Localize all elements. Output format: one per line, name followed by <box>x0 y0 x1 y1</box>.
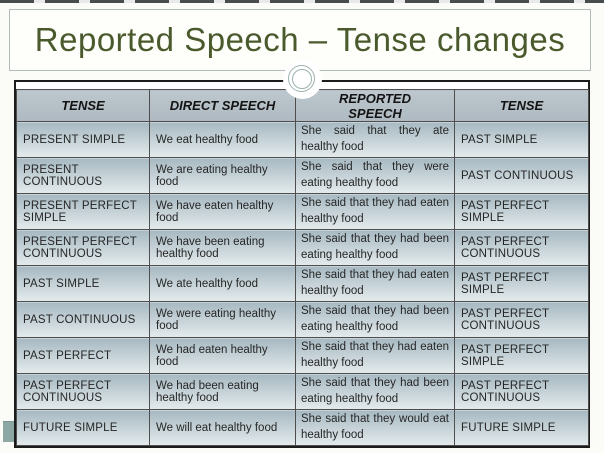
tense-table-container <box>14 80 590 448</box>
tense-cell: PAST SIMPLE <box>17 266 150 302</box>
reported-speech-cell: She said that they had eaten healthy food <box>296 266 455 302</box>
header-cell-tense: TENSE <box>17 90 150 122</box>
table-row <box>17 266 589 302</box>
reported-speech-cell: She said that they would eat healthy food <box>296 410 455 446</box>
direct-speech-cell: We eat healthy food <box>150 122 296 158</box>
reported-speech-cell: She said that they had eaten healthy food <box>296 194 455 230</box>
slide-title: Reported Speech – Tense changes <box>34 21 566 58</box>
slide-top-edge-strip <box>0 0 604 3</box>
header-cell-result-tense: TENSE <box>455 90 589 122</box>
circle-ornament-icon <box>288 65 315 92</box>
tense-cell: PRESENT PERFECT CONTINUOUS <box>17 230 150 266</box>
tense-cell: PAST PERFECT <box>17 338 150 374</box>
table-row <box>17 230 589 266</box>
tense-table <box>16 89 589 446</box>
tense-cell: PAST PERFECT CONTINUOUS <box>17 374 150 410</box>
table-row <box>17 194 589 230</box>
reported-speech-cell: She said that they had been eating healthy food <box>296 302 455 338</box>
reported-speech-cell: She said that they ate healthy food <box>296 122 455 158</box>
result-tense-cell: PAST PERFECT CONTINUOUS <box>455 230 589 266</box>
reported-speech-cell: She said that they were eating healthy food <box>296 158 455 194</box>
tense-cell: FUTURE SIMPLE <box>17 410 150 446</box>
tense-cell: PRESENT PERFECT SIMPLE <box>17 194 150 230</box>
result-tense-cell: FUTURE SIMPLE <box>455 410 589 446</box>
direct-speech-cell: We had been eating healthy food <box>150 374 296 410</box>
header-cell-direct-speech: DIRECT SPEECH <box>150 90 296 122</box>
result-tense-cell: PAST PERFECT CONTINUOUS <box>455 374 589 410</box>
table-row <box>17 302 589 338</box>
direct-speech-cell: We ate healthy food <box>150 266 296 302</box>
direct-speech-cell: We have eaten healthy food <box>150 194 296 230</box>
direct-speech-cell: We are eating healthy food <box>150 158 296 194</box>
tense-cell: PRESENT SIMPLE <box>17 122 150 158</box>
reported-speech-cell: She said that they had been eating healthy food <box>296 230 455 266</box>
direct-speech-cell: We have been eating healthy food <box>150 230 296 266</box>
direct-speech-cell: We will eat healthy food <box>150 410 296 446</box>
table-row <box>17 122 589 158</box>
reported-speech-cell: She said that they had eaten healthy food <box>296 338 455 374</box>
result-tense-cell: PAST PERFECT SIMPLE <box>455 194 589 230</box>
table-row <box>17 338 589 374</box>
table-row <box>17 410 589 446</box>
direct-speech-cell: We had eaten healthy food <box>150 338 296 374</box>
circle-ornament-inner-ring <box>292 69 312 89</box>
result-tense-cell: PAST CONTINUOUS <box>455 158 589 194</box>
table-row <box>17 158 589 194</box>
tense-cell: PRESENT CONTINUOUS <box>17 158 150 194</box>
header-cell-reported-speech: REPORTED SPEECH <box>296 90 455 122</box>
result-tense-cell: PAST PERFECT CONTINUOUS <box>455 302 589 338</box>
reported-speech-cell: She said that they had been eating healthy food <box>296 374 455 410</box>
direct-speech-cell: We were eating healthy food <box>150 302 296 338</box>
result-tense-cell: PAST PERFECT SIMPLE <box>455 266 589 302</box>
result-tense-cell: PAST SIMPLE <box>455 122 589 158</box>
tense-cell: PAST CONTINUOUS <box>17 302 150 338</box>
result-tense-cell: PAST PERFECT SIMPLE <box>455 338 589 374</box>
table-row <box>17 374 589 410</box>
